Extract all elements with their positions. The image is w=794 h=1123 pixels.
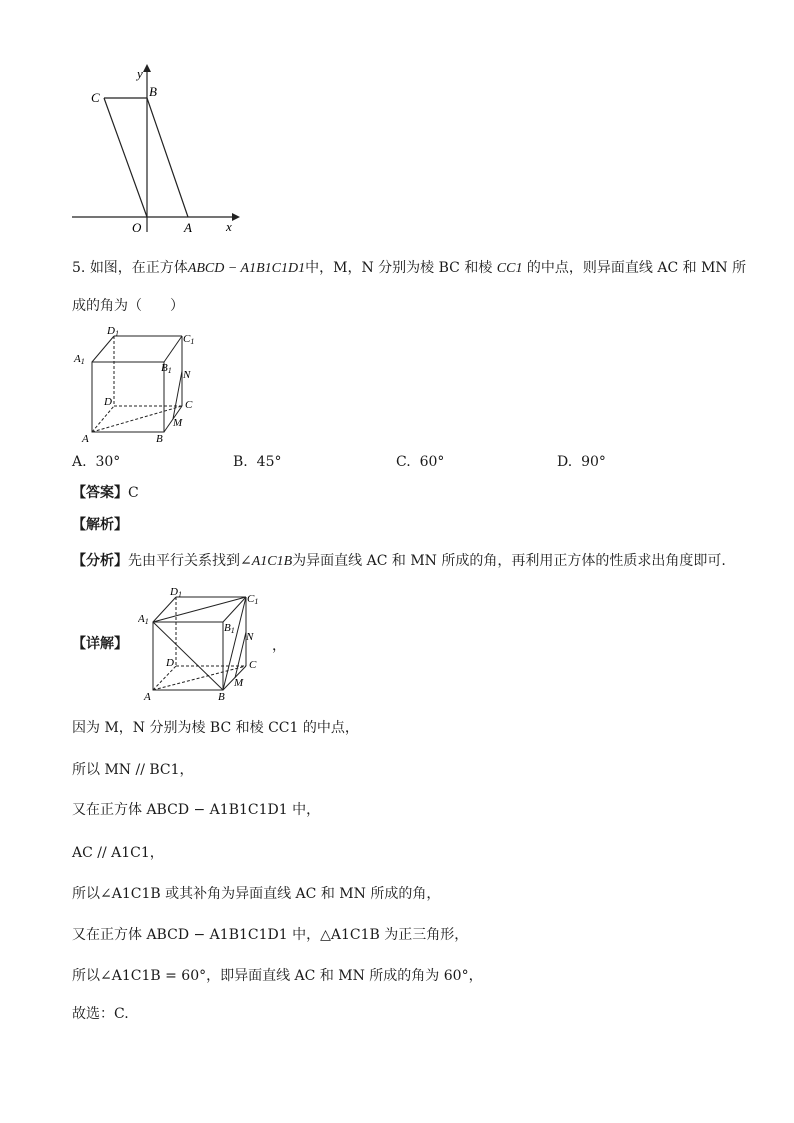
option-b[interactable]: B. 45° [233, 454, 282, 470]
coordinate-figure [60, 60, 250, 240]
step-3: 又在正方体 ABCD − A1B1C1D1 中， [72, 802, 321, 818]
step-8: 故选：C. [72, 1006, 129, 1022]
answer-tag: 【答案】 [72, 485, 128, 501]
label-d-detail: D [166, 657, 174, 669]
fenxi-angle: ∠A1C1B [240, 554, 293, 569]
label-d1: D1 [107, 325, 119, 338]
label-b: B [156, 433, 163, 444]
segment-cc1: CC1 [496, 261, 523, 276]
step-4: AC // A1C1， [72, 845, 164, 861]
point-c-label: C [91, 90, 100, 105]
label-d: D [104, 396, 112, 408]
label-c1: C1 [183, 333, 195, 346]
analysis-tag: 【解析】 [72, 517, 128, 533]
fenxi-text-a: 先由平行关系找到 [128, 553, 240, 569]
cube-figure-detail [138, 582, 268, 706]
x-axis-arrow-icon [232, 213, 240, 221]
step-2: 所以 MN // BC1， [72, 762, 194, 778]
label-m: M [173, 417, 183, 429]
question-text-a: 如图，在正方体 [89, 260, 188, 276]
y-axis-arrow-icon [143, 64, 151, 72]
label-n: N [183, 369, 191, 381]
label-c1-detail: C1 [247, 593, 259, 606]
fenxi-line [72, 551, 726, 572]
detail-comma: ， [272, 638, 286, 654]
question-5-stem [72, 258, 746, 279]
origin-label: O [132, 220, 142, 235]
answer-line [72, 483, 139, 503]
fenxi-text-b: 为异面直线 AC 和 MN 所成的角，再利用正方体的性质求出角度即可. [292, 553, 726, 569]
option-c[interactable]: C. 60° [396, 454, 445, 470]
cube-name: ABCD − A1B1C1D1 [187, 261, 306, 276]
cube-figure [70, 322, 210, 444]
point-a-label: A [184, 220, 192, 235]
label-c: C [185, 399, 193, 411]
y-axis-label: y [137, 66, 143, 81]
label-a: A [82, 433, 89, 444]
point-b-label: B [149, 84, 157, 99]
label-c-detail: C [249, 659, 257, 671]
detail-tag: 【详解】 [72, 636, 128, 652]
question-number: 5. [72, 260, 86, 276]
answer-value: C [128, 485, 139, 501]
step-6: 又在正方体 ABCD − A1B1C1D1 中，△A1C1B 为正三角形， [72, 927, 469, 943]
question-text-b: 中，M，N 分别为棱 BC 和棱 [305, 260, 493, 276]
label-d1-detail: D1 [170, 586, 182, 599]
label-m-detail: M [234, 677, 244, 689]
label-a1: A1 [74, 353, 85, 366]
option-d[interactable]: D. 90° [557, 454, 606, 470]
step-7: 所以∠A1C1B = 60°，即异面直线 AC 和 MN 所成的角为 60°， [72, 968, 483, 984]
fenxi-tag: 【分析】 [72, 553, 128, 569]
question-text-c: 的中点，则异面直线 AC 和 MN 所 [526, 260, 747, 276]
label-b1: B1 [161, 362, 172, 375]
option-a[interactable]: A. 30° [72, 454, 121, 470]
question-5-stem-line2: 成的角为（ ） [72, 298, 184, 314]
label-n-detail: N [246, 631, 254, 643]
label-b1-detail: B1 [224, 622, 235, 635]
step-5: 所以∠A1C1B 或其补角为异面直线 AC 和 MN 所成的角， [72, 886, 441, 902]
step-1: 因为 M，N 分别为棱 BC 和棱 CC1 的中点， [72, 720, 359, 736]
label-a-detail: A [144, 691, 151, 703]
x-axis-label: x [226, 219, 232, 234]
label-b-detail: B [218, 691, 225, 703]
label-a1-detail: A1 [138, 613, 149, 626]
